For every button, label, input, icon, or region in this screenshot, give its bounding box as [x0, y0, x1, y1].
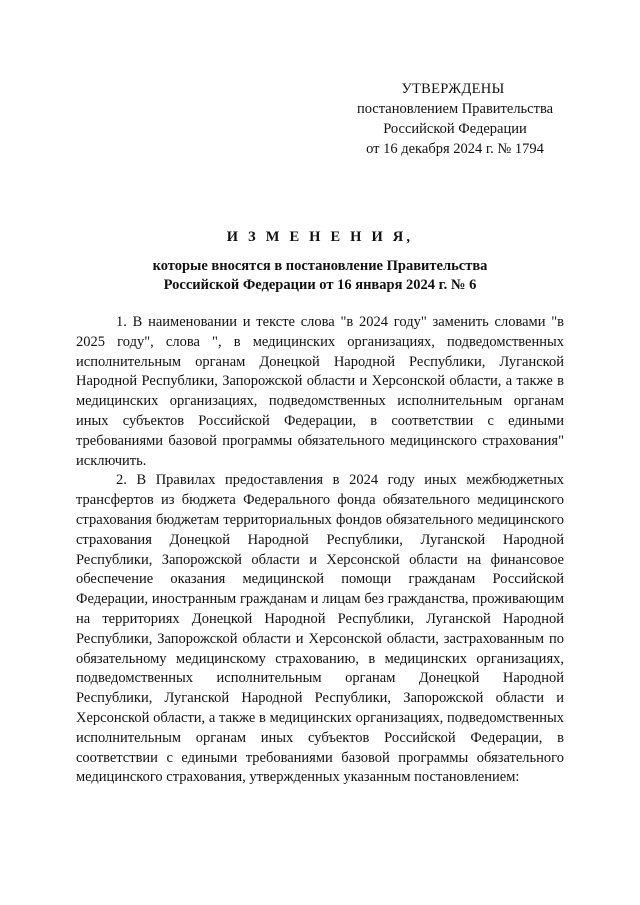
approval-block: [340, 79, 570, 159]
paragraph-1: 1. В наименовании и тексте слова "в 2024 году" заменить словами "в 2025 году", слова ", в медицинских организациях, подведомственных исполнительным органам Донецкой Народной Республики, Луганской Народной Республики, Запорожской области и Херсонской области, а также в медицинских организациях, подведомственных исполнительным органам иных субъектов Российской Федерации, в соответствии с едиными требованиями базовой программы обязательного медицинского страхования" исключить.: [76, 314, 564, 469]
approval-heading: УТВЕРЖДЕНЫ: [401, 81, 505, 97]
approval-line: постановлением Правительства: [356, 101, 554, 117]
title-subtitle-line: Российской Федерации от 16 января 2024 г. № 6: [163, 277, 477, 293]
paragraph-2: 2. В Правилах предоставления в 2024 году иных межбюджетных трансфертов из бюджета Федерального фонда обязательного медицинского страхования бюджетам территориальных фондов обязательного медицинского страхования Донецкой Народной Республики, Луганской Народной Республики, Запорожской области и Херсонской области на финансовое обеспечение оказания медицинской помощи гражданам Российской Федерации, иностранным гражданам и лицам без гражданства, проживающим на территориях Донецкой Народной Республики, Луганской Народной Республики, Запорожской области и Херсонской области, застрахованным по обязательному медицинскому страхованию, в медицинских организациях, подведомственных исполнительным органам Донецкой Народной Республики, Луганской Народной Республики, Запорожской области и Херсонской области, а также в медицинских организациях, подведомственных исполнительным органам иных субъектов Российской Федерации, в соответствии с едиными требованиями базовой программы обязательного медицинского страхования, утвержденных указанным постановлением:: [76, 472, 564, 786]
approval-date-line: от 16 декабря 2024 г. № 1794: [366, 141, 544, 157]
document-title: [76, 228, 564, 295]
title-main: И З М Е Н Е Н И Я,: [226, 229, 414, 245]
title-subtitle-line: которые вносятся в постановление Правительства: [152, 258, 488, 274]
approval-line: Российской Федерации: [383, 121, 527, 137]
document-body: [76, 313, 564, 788]
